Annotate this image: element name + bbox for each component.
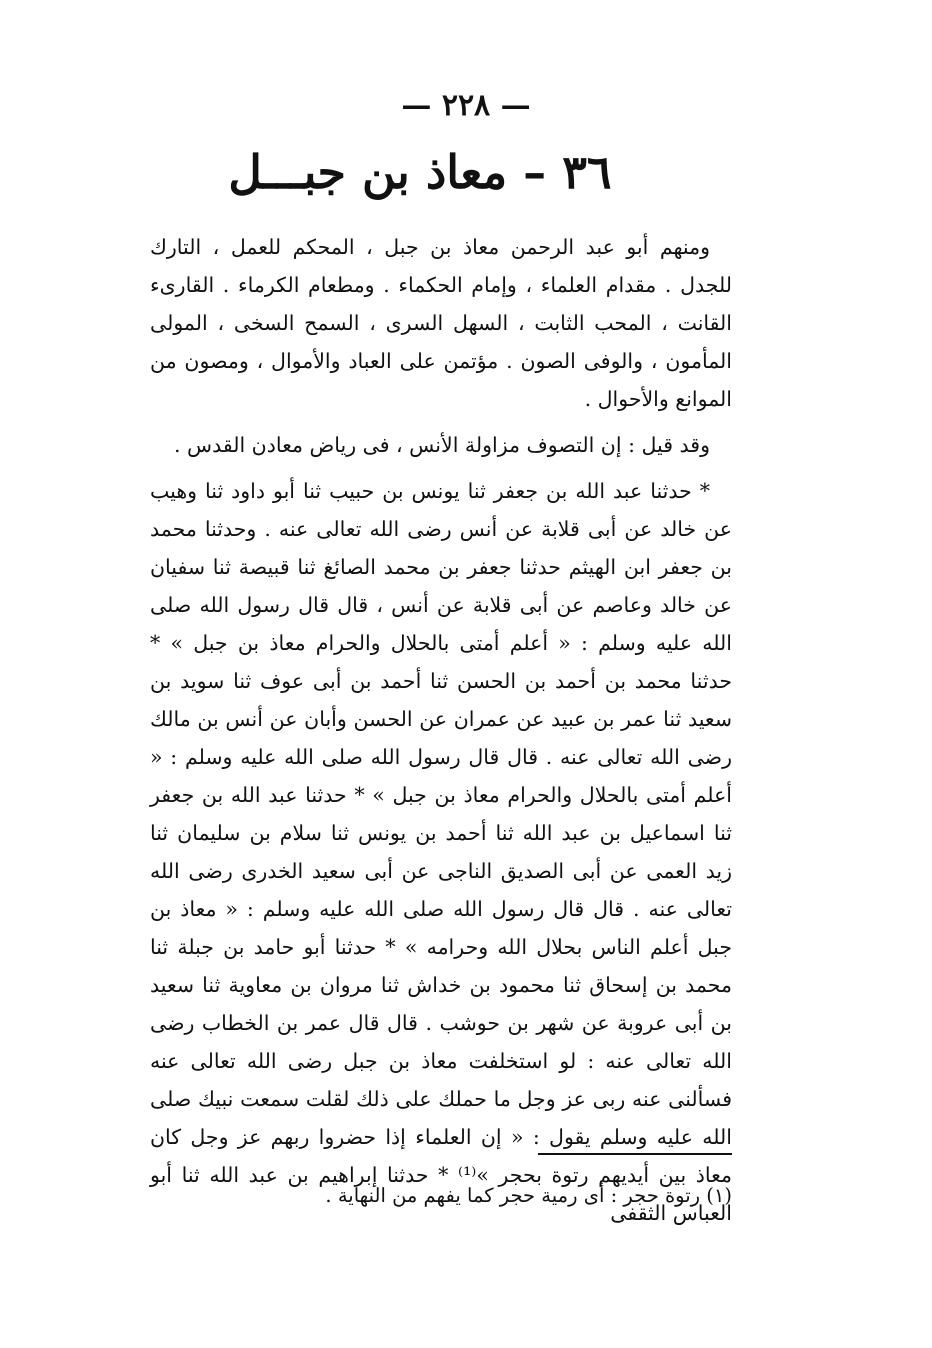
body-text — [150, 228, 732, 1232]
chapter-title: ٣٦ – معاذ بن جبـــل — [228, 145, 612, 199]
saying-paragraph: وقد قيل : إن التصوف مزاولة الأنس ، فى رياض معادن القدس . — [174, 433, 710, 457]
footnote-divider — [538, 1153, 732, 1155]
intro-paragraph: ومنهم أبو عبد الرحمن معاذ بن جبل ، المحكم للعمل ، التارك للجدل . مقدام العلماء ، وإمام الحكماء . ومطعام الكرماء . القارىء القانت ، المحب الثابت ، السهل السرى ، السمح السخى ، المولى المأمون ، والوفى الصون . مؤتمن على العباد والأموال ، ومصون من الموانع والأحوال . — [150, 235, 732, 411]
footnote: (١) رتوة حجر : أى رمية حجر كما يفهم من النهاية . — [325, 1184, 732, 1207]
page-number: — ٢٢٨ — — [401, 88, 531, 123]
hadith-paragraph: * حدثنا عبد الله بن جعفر ثنا يونس بن حبيب ثنا أبو داود ثنا وهيب عن خالد عن أبى قلابة عن أنس رضى الله تعالى عنه . وحدثنا محمد بن جعفر ابن الهيثم حدثنا جعفر بن محمد الصائغ ثنا قبيصة ثنا سفيان عن خالد وعاصم عن أبى قلابة عن أنس ، قال قال رسول الله صلى الله عليه وسلم : « أعلم أمتى بالحلال والحرام معاذ بن جبل » * حدثنا محمد بن أحمد بن الحسن ثنا أحمد بن أبى عوف ثنا سويد بن سعيد ثنا عمر بن عبيد عن عمران عن الحسن وأبان عن أنس بن مالك رضى الله تعالى عنه . قال قال رسول الله صلى الله عليه وسلم : « أعلم أمتى بالحلال والحرام معاذ بن جبل » * حدثنا عبد الله بن جعفر ثنا اسماعيل بن عبد الله ثنا أحمد بن يونس ثنا سلام بن سليمان ثنا زيد العمى عن أبى الصديق الناجى عن أبى سعيد الخدرى رضى الله تعالى عنه . قال قال رسول الله صلى الله عليه وسلم : « معاذ بن جبل أعلم الناس بحلال الله وحرامه » * حدثنا أبو حامد بن جبلة ثنا محمد بن إسحاق ثنا محمود بن خداش ثنا مروان بن معاوية ثنا سعيد بن أبى عروبة عن شهر بن حوشب . قال قال عمر بن الخطاب رضى الله تعالى عنه : لو استخلفت معاذ بن جبل رضى الله تعالى عنه فسألنى عنه ربى عز وجل ما حملك على ذلك لقلت سمعت نبيك صلى الله عليه وسلم يقول : « إن العلماء إذا حضروا ربهم عز وجل كان معاذ بين أيديهم رتوة بحجر »⁽¹⁾ * حدثنا إبراهيم بن عبد الله ثنا أبو العباس الثقفى — [150, 479, 733, 1225]
